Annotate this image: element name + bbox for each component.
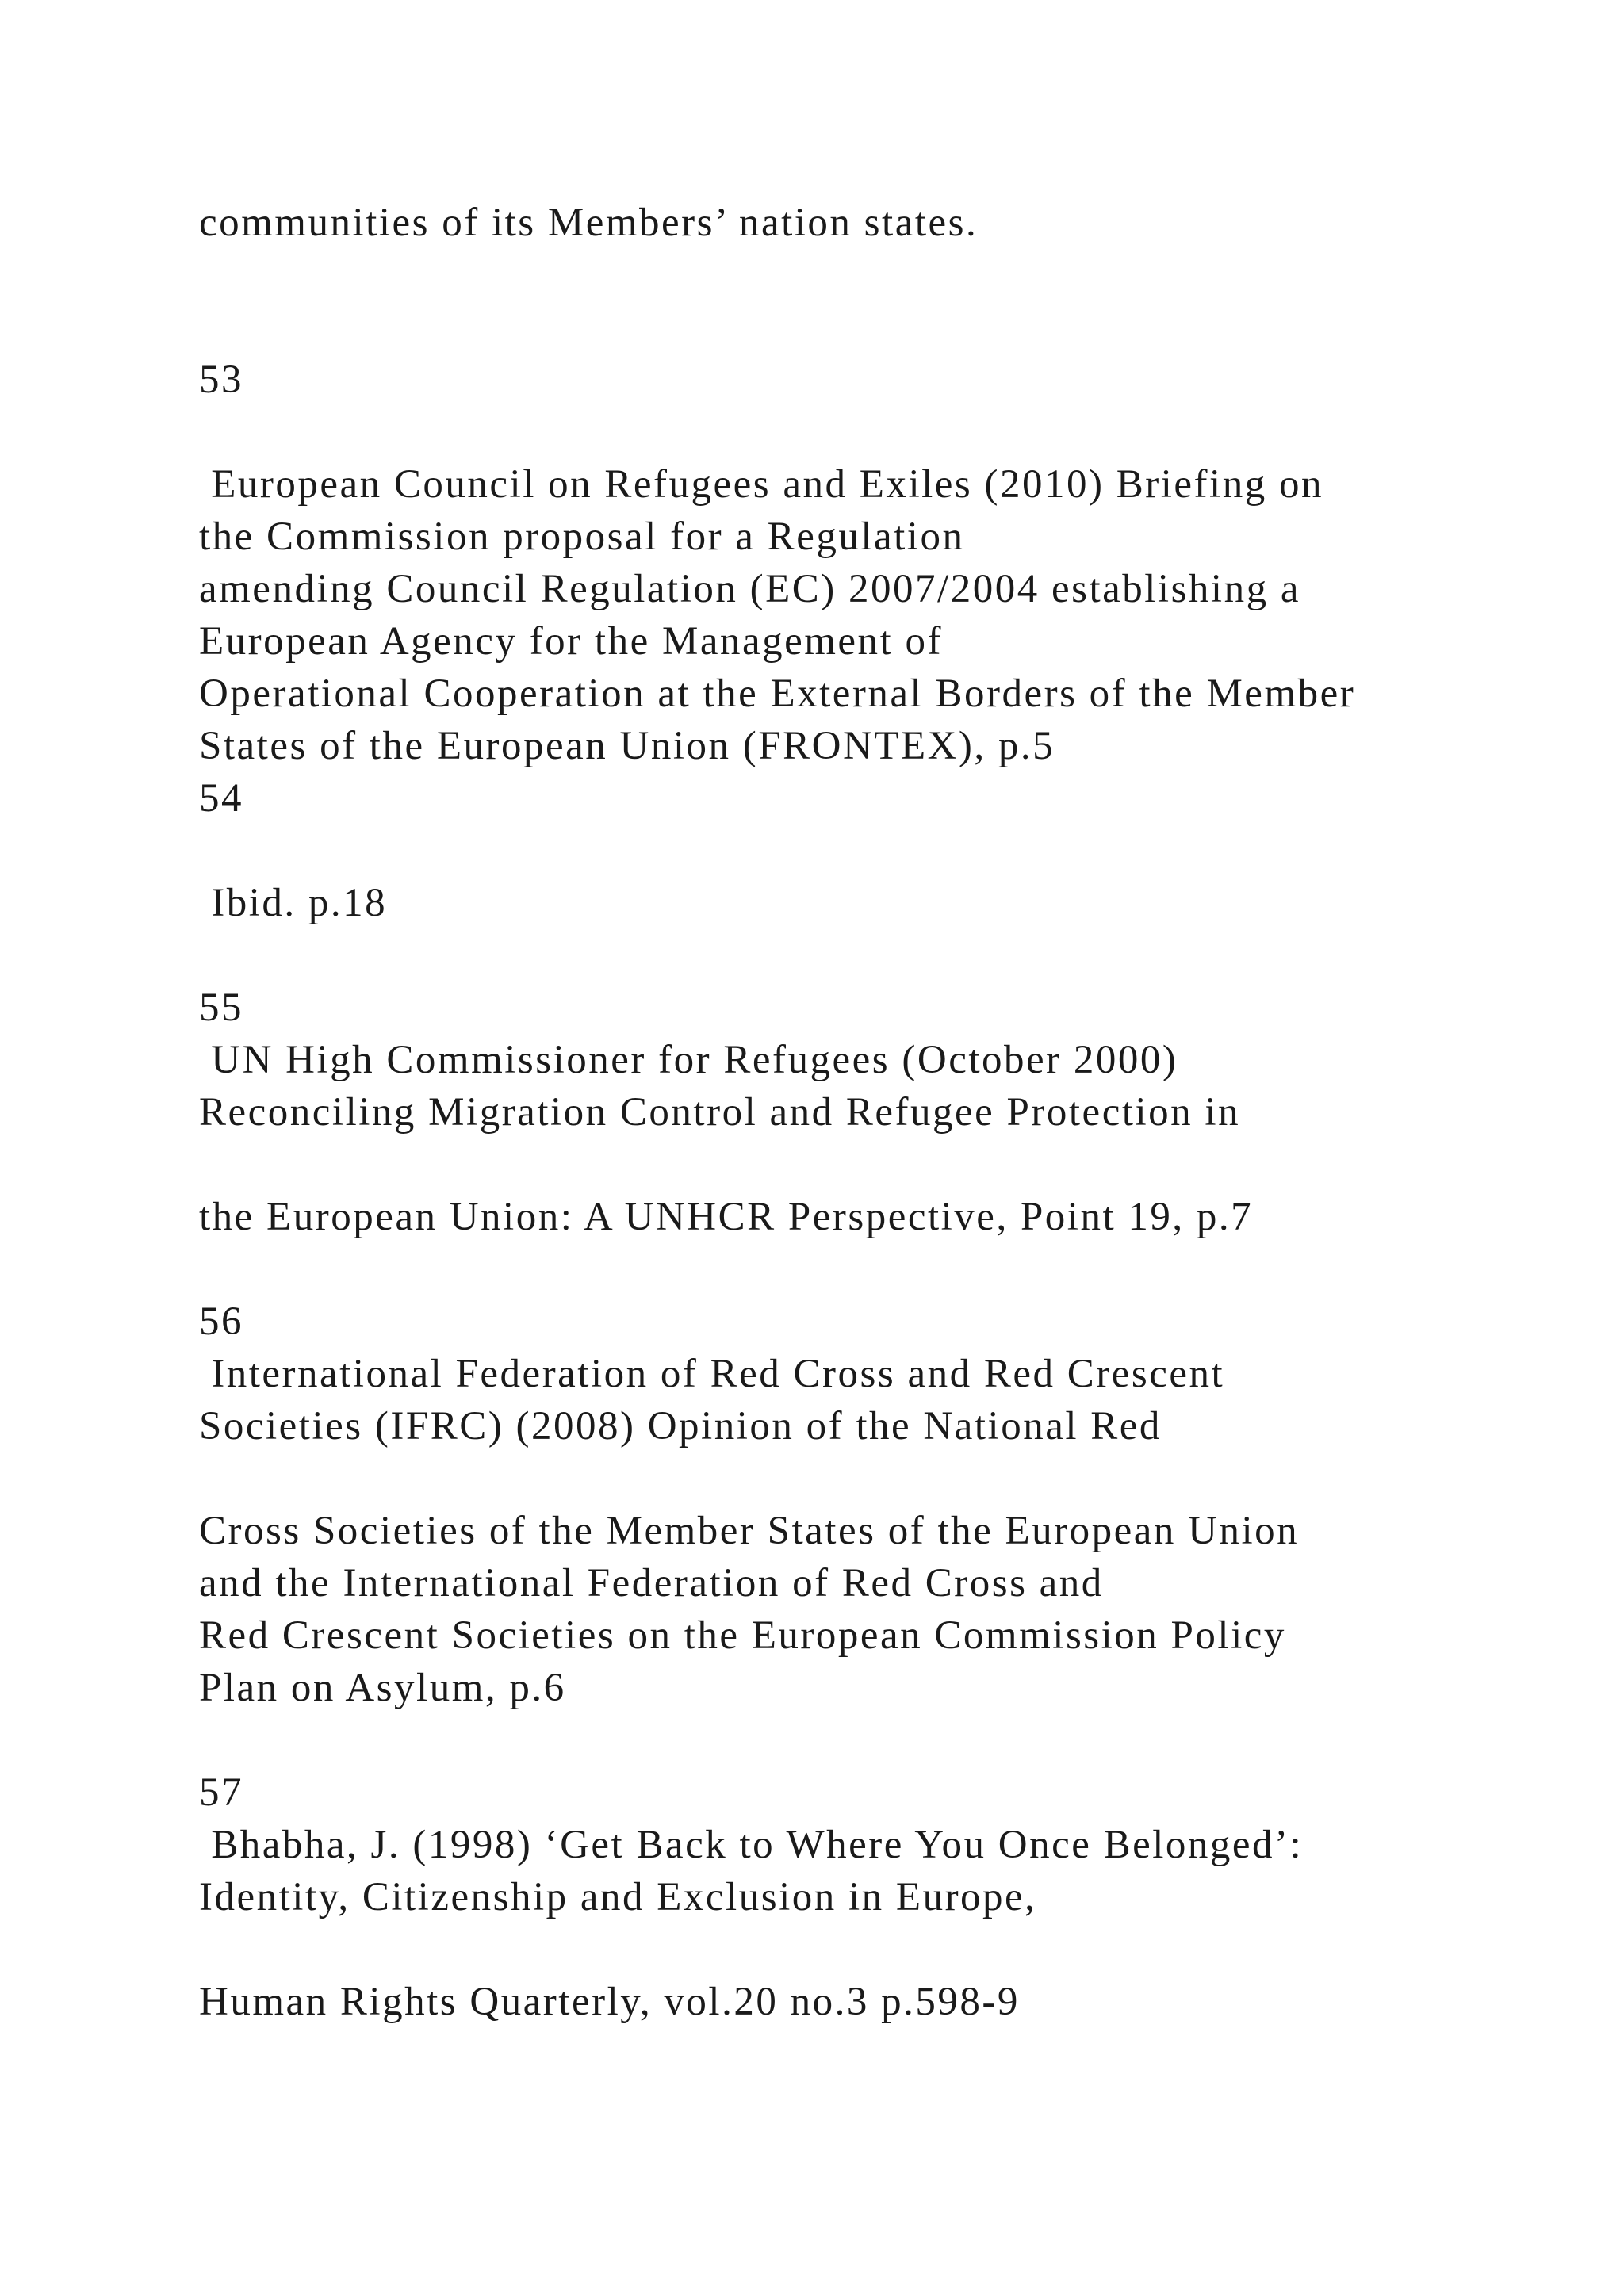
- footnote-56-line: and the International Federation of Red Cross and: [199, 1561, 1104, 1605]
- footnote-55-line: the European Union: A UNHCR Perspective, Point 19, p.7: [199, 1195, 1254, 1239]
- footnote-57-line: Human Rights Quarterly, vol.20 no.3 p.598-9: [199, 1980, 1020, 2024]
- footnote-56-line: Red Crescent Societies on the European Commission Policy: [199, 1613, 1286, 1658]
- footnote-55-line: Reconciling Migration Control and Refugee Protection in: [199, 1090, 1241, 1135]
- footnote-57-line: Bhabha, J. (1998) ‘Get Back to Where You Once Belonged’:: [199, 1823, 1304, 1867]
- footnote-53-line: amending Council Regulation (EC) 2007/2004 establishing a: [199, 567, 1300, 611]
- footnote-56-line: International Federation of Red Cross and Red Crescent: [199, 1352, 1225, 1396]
- footnote-number-54: 54: [199, 776, 243, 821]
- footnote-53-line: States of the European Union (FRONTEX), p.5: [199, 724, 1055, 768]
- footnote-number-53: 53: [199, 358, 243, 402]
- footnote-number-55: 55: [199, 985, 243, 1030]
- footnote-56-line: Societies (IFRC) (2008) Opinion of the National Red: [199, 1404, 1162, 1448]
- footnote-number-57: 57: [199, 1770, 243, 1815]
- footnote-55-line: UN High Commissioner for Refugees (October 2000): [199, 1038, 1178, 1082]
- footnote-57-line: Identity, Citizenship and Exclusion in Europe,: [199, 1875, 1037, 1919]
- footnote-54-line: Ibid. p.18: [199, 881, 388, 925]
- text-line-continuation: communities of its Members’ nation states.: [199, 201, 979, 245]
- footnote-53-line: European Agency for the Management of: [199, 619, 943, 664]
- footnote-53-line: European Council on Refugees and Exiles (2010) Briefing on: [199, 462, 1323, 507]
- footnote-56-line: Cross Societies of the Member States of the European Union: [199, 1509, 1300, 1553]
- footnote-number-56: 56: [199, 1299, 243, 1344]
- footnote-56-line: Plan on Asylum, p.6: [199, 1666, 566, 1710]
- footnote-53-line: Operational Cooperation at the External Borders of the Member: [199, 672, 1356, 716]
- footnote-53-line: the Commission proposal for a Regulation: [199, 515, 965, 559]
